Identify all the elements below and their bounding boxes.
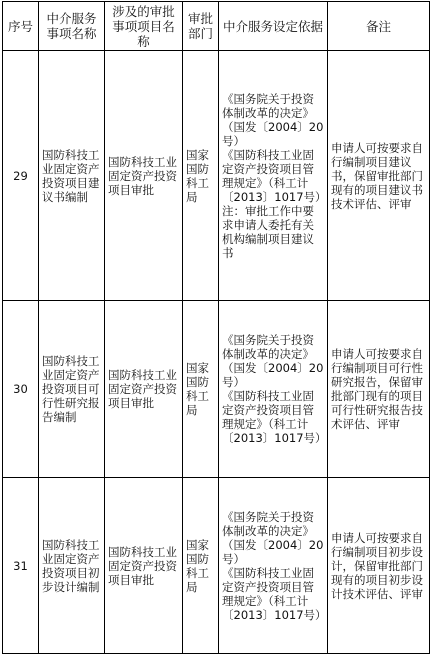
- row-no: 29: [3, 51, 39, 301]
- basis-line: 《国务院关于投资体制改革的决定》（国发〔2004〕20号）: [222, 333, 324, 389]
- header-service: 中介服务事项名称: [39, 2, 105, 51]
- header-basis: 中介服务设定依据: [219, 2, 328, 51]
- row-service: 国防科技工业固定资产投资项目初步设计编制: [39, 478, 105, 654]
- basis-line: 《国务院关于投资体制改革的决定》（国发〔2004〕20号）: [222, 91, 324, 148]
- header-dept: 审批部门: [183, 2, 219, 51]
- row-note: 申请人可按要求自行编制项目初步设计，保留审批部门现有的项目初步设计技术评估、评审: [328, 478, 430, 654]
- table-row: [3, 51, 430, 301]
- row-item: 国防科技工业固定资产投资项目审批: [105, 301, 183, 478]
- row-item: 国防科技工业固定资产投资项目审批: [105, 478, 183, 654]
- approval-table: [2, 1, 430, 654]
- basis-line: 《国防科技工业固定资产投资项目管理规定》（科工计〔2013〕1017号）: [222, 389, 327, 445]
- row-item: 国防科技工业固定资产投资项目审批: [105, 51, 183, 301]
- row-note: 申请人可按要求自行编制项目建议书，保留审批部门现有的项目建议书技术评估、评审: [328, 51, 430, 301]
- table-row: [3, 478, 430, 654]
- row-no: 30: [3, 301, 39, 478]
- row-note: 申请人可按要求自行编制项目可行性研究报告，保留审批部门现有的项目可行性研究报告技术评估、评审: [328, 301, 430, 478]
- row-basis: [219, 301, 328, 478]
- basis-line: 注：审批工作中要求申请人委托有关机构编制项目建议书: [222, 203, 314, 260]
- row-no: 31: [3, 478, 39, 654]
- row-basis: [219, 478, 328, 654]
- row-dept: 国家国防科工局: [183, 51, 219, 301]
- table-row: [3, 301, 430, 478]
- row-service: 国防科技工业固定资产投资项目可行性研究报告编制: [39, 301, 105, 478]
- table-header-row: [3, 2, 430, 51]
- row-dept: 国家国防科工局: [183, 478, 219, 654]
- header-no: 序号: [3, 2, 39, 51]
- basis-line: 《国务院关于投资体制改革的决定》（国发〔2004〕20号）: [222, 509, 324, 566]
- basis-line: 《国防科技工业固定资产投资项目管理规定》（科工计〔2013〕1017号）: [222, 565, 327, 622]
- row-service: 国防科技工业固定资产投资项目建议书编制: [39, 51, 105, 301]
- basis-line: 《国防科技工业固定资产投资项目管理规定》（科工计〔2013〕1017号）: [222, 147, 327, 204]
- row-basis: [219, 51, 328, 301]
- header-note: 备注: [328, 2, 430, 51]
- header-item: 涉及的审批事项项目名称: [105, 2, 183, 51]
- row-dept: 国家国防科工局: [183, 301, 219, 478]
